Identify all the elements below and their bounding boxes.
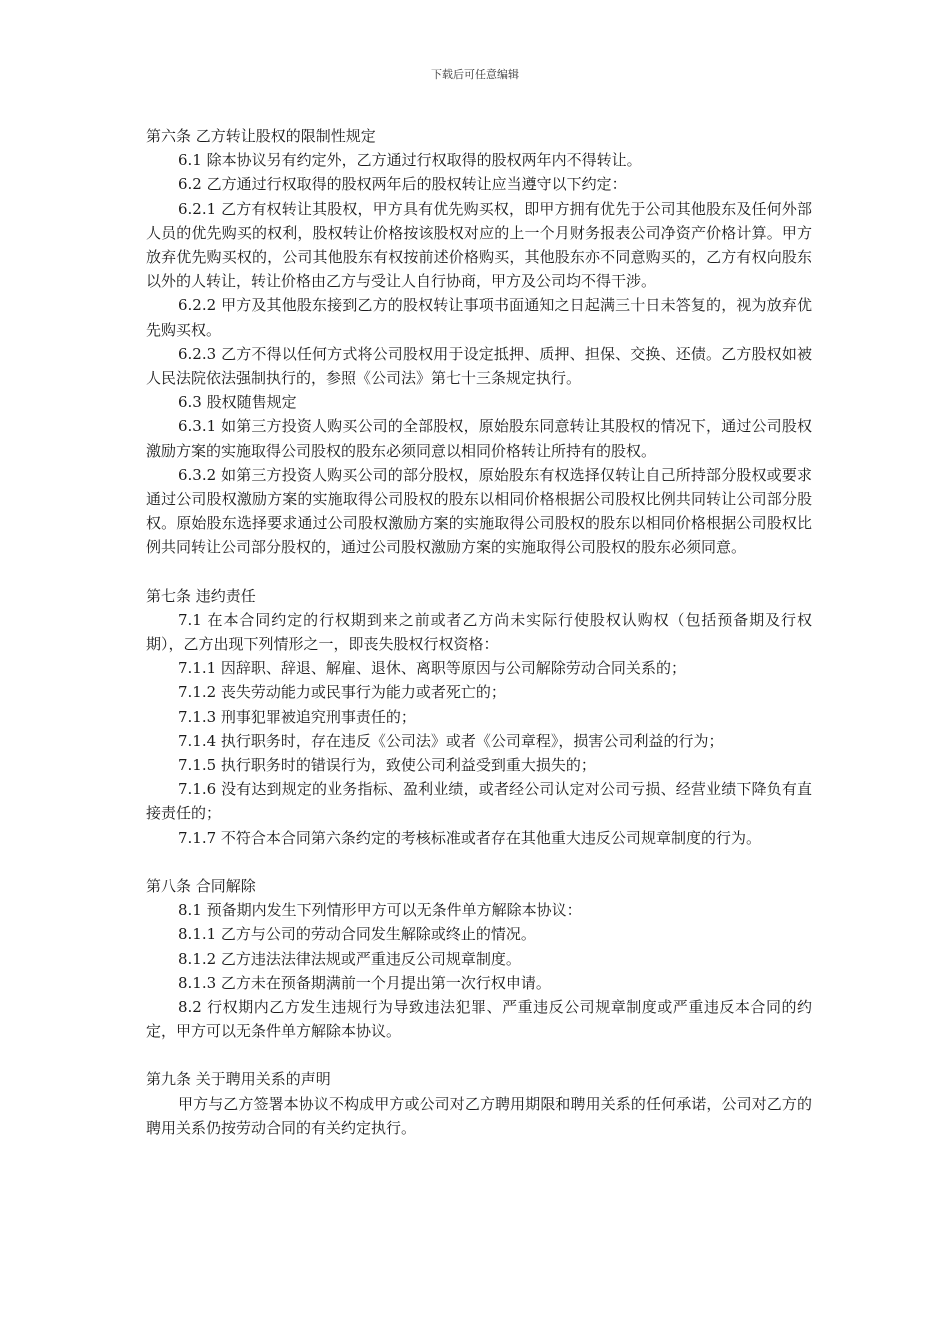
section-spacer xyxy=(146,850,812,874)
paragraph: 6.2 乙方通过行权取得的股权两年后的股权转让应当遵守以下约定： xyxy=(178,175,627,194)
section-7 xyxy=(146,584,812,850)
section-title: 第七条 违约责任 xyxy=(146,586,256,605)
paragraph: 7.1.5 执行职务时的错误行为，致使公司利益受到重大损失的； xyxy=(178,756,596,775)
paragraph: 6.3 股权随售规定 xyxy=(178,393,297,412)
paragraph: 6.2.1 乙方有权转让其股权，甲方具有优先购买权，即甲方拥有优先于公司其他股东及任何外部人员的优先购买的权利，股权转让价格按该股权对应的上一个月财务报表公司净资产价格计算。甲方放弃优先购买权的，公司其他股东有权按前述价格购买，其他股东亦不同意购买的，乙方有权向股东以外的人转让，转让价格由乙方与受让人自行协商，甲方及公司均不得干涉。 xyxy=(146,199,812,291)
section-title: 第六条 乙方转让股权的限制性规定 xyxy=(146,127,376,145)
section-spacer xyxy=(146,1043,812,1067)
section-title: 第八条 合同解除 xyxy=(146,876,256,895)
paragraph: 7.1.4 执行职务时，存在违反《公司法》或者《公司章程》，损害公司利益的行为； xyxy=(178,731,724,750)
paragraph: 7.1.1 因辞职、辞退、解雇、退休、离职等原因与公司解除劳动合同关系的； xyxy=(178,659,686,678)
paragraph: 8.1.1 乙方与公司的劳动合同发生解除或终止的情况。 xyxy=(178,925,536,944)
paragraph: 6.3.2 如第三方投资人购买公司的部分股权，原始股东有权选择仅转让自己所持部分股权或要求通过公司股权激励方案的实施取得公司股权的股东以相同价格根据公司股权比例共同转让公司部分股权。原始股东选择要求通过公司股权激励方案的实施取得公司股权的股东以相同价格根据公司股权比例共同转让公司部分股权的，通过公司股权激励方案的实施取得公司股权的股东必须同意。 xyxy=(146,465,812,557)
paragraph: 6.2.2 甲方及其他股东接到乙方的股权转让事项书面通知之日起满三十日未答复的，视为放弃优先购买权。 xyxy=(146,296,812,339)
section-6 xyxy=(146,124,812,560)
section-title: 第九条 关于聘用关系的声明 xyxy=(146,1070,331,1089)
paragraph: 8.1 预备期内发生下列情形甲方可以无条件单方解除本协议： xyxy=(178,901,582,920)
paragraph: 甲方与乙方签署本协议不构成甲方或公司对乙方聘用期限和聘用关系的任何承诺，公司对乙方的聘用关系仍按劳动合同的有关约定执行。 xyxy=(146,1094,812,1137)
paragraph: 7.1.7 不符合本合同第六条约定的考核标准或者存在其他重大违反公司规章制度的行为。 xyxy=(178,828,761,847)
paragraph: 7.1 在本合同约定的行权期到来之前或者乙方尚未实际行使股权认购权（包括预备期及行权期），乙方出现下列情形之一，即丧失股权行权资格： xyxy=(146,610,812,654)
paragraph: 8.2 行权期内乙方发生违规行为导致违法犯罪、严重违反公司规章制度或严重违反本合同的约定，甲方可以无条件单方解除本协议。 xyxy=(146,997,812,1041)
paragraph: 8.1.3 乙方未在预备期满前一个月提出第一次行权申请。 xyxy=(178,973,551,992)
section-9 xyxy=(146,1067,812,1140)
paragraph: 6.3.1 如第三方投资人购买公司的全部股权，原始股东同意转让其股权的情况下，通过公司股权激励方案的实施取得公司股权的股东必须同意以相同价格转让所持有的股权。 xyxy=(146,417,812,460)
paragraph: 7.1.6 没有达到规定的业务指标、盈利业绩，或者经公司认定对公司亏损、经营业绩下降负有直接责任的； xyxy=(146,780,812,823)
paragraph: 6.1 除本协议另有约定外，乙方通过行权取得的股权两年内不得转让。 xyxy=(178,151,642,170)
paragraph: 7.1.2 丧失劳动能力或民事行为能力或者死亡的； xyxy=(178,683,506,702)
paragraph: 8.1.2 乙方违法法律法规或严重违反公司规章制度。 xyxy=(178,949,521,968)
section-spacer xyxy=(146,560,812,584)
paragraph: 6.2.3 乙方不得以任何方式将公司股权用于设定抵押、质押、担保、交换、还债。乙方股权如被人民法院依法强制执行的，参照《公司法》第七十三条规定执行。 xyxy=(146,344,812,388)
paragraph: 7.1.3 刑事犯罪被追究刑事责任的； xyxy=(178,707,416,726)
page-header: 下载后可任意编辑 xyxy=(431,68,519,81)
document-body xyxy=(146,124,812,1140)
section-8 xyxy=(146,874,812,1043)
